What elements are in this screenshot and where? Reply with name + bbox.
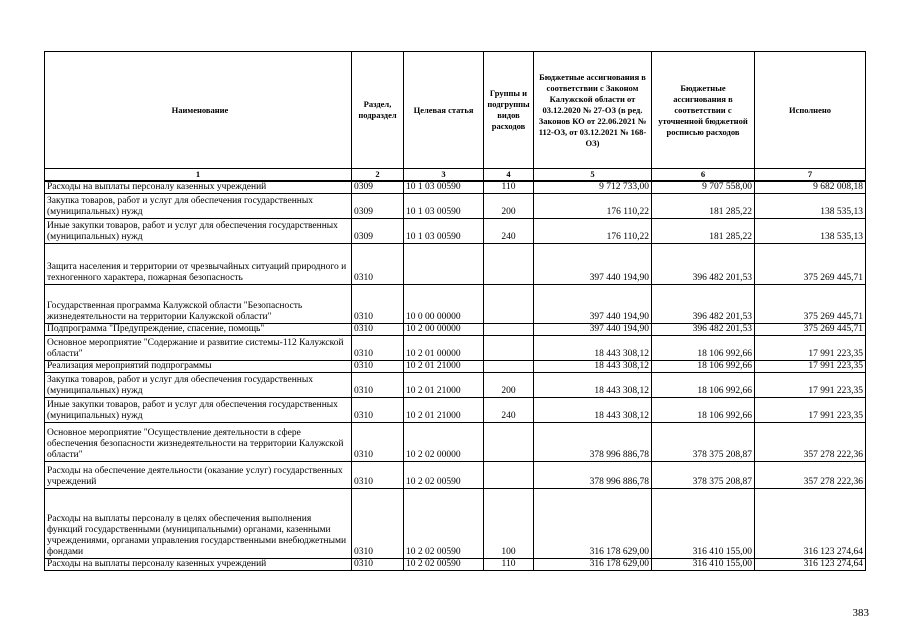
column-number: 5 <box>534 169 652 182</box>
row-celevaya: 10 1 03 00590 <box>404 219 484 244</box>
column-number: 3 <box>404 169 484 182</box>
row-budget-law: 397 440 194,90 <box>534 285 652 324</box>
row-executed: 17 991 223,35 <box>755 373 866 398</box>
row-budget-law: 316 178 629,00 <box>534 489 652 559</box>
row-budget-roster: 181 285,22 <box>652 219 755 244</box>
row-razdel: 0310 <box>352 361 404 373</box>
header-razdel: Раздел, подраздел <box>352 52 404 169</box>
row-executed: 316 123 274,64 <box>755 559 866 571</box>
row-executed: 375 269 445,71 <box>755 244 866 285</box>
page-number: 383 <box>852 607 869 619</box>
row-name: Основное мероприятие "Осуществление деятельности в сфере обеспечения безопасности жизнедеятельности на территории Калужской области" <box>45 423 352 462</box>
row-budget-roster: 396 482 201,53 <box>652 244 755 285</box>
row-budget-law: 397 440 194,90 <box>534 244 652 285</box>
column-number: 6 <box>652 169 755 182</box>
row-name: Защита населения и территории от чрезвычайных ситуаций природного и техногенного характера, пожарная безопасность <box>45 244 352 285</box>
row-budget-roster: 18 106 992,66 <box>652 361 755 373</box>
row-executed: 375 269 445,71 <box>755 285 866 324</box>
row-budget-roster: 9 707 558,00 <box>652 181 755 194</box>
header-executed: Исполнено <box>755 52 866 169</box>
row-celevaya: 10 2 01 21000 <box>404 361 484 373</box>
row-razdel: 0309 <box>352 194 404 219</box>
row-budget-law: 378 996 886,78 <box>534 423 652 462</box>
row-budget-law: 18 443 308,12 <box>534 361 652 373</box>
table-row <box>45 336 866 361</box>
row-razdel: 0310 <box>352 559 404 571</box>
table-row <box>45 181 866 194</box>
row-razdel: 0310 <box>352 489 404 559</box>
row-executed: 357 278 222,36 <box>755 423 866 462</box>
column-number: 4 <box>484 169 534 182</box>
row-razdel: 0310 <box>352 398 404 423</box>
row-budget-roster: 396 482 201,53 <box>652 324 755 336</box>
table-row <box>45 462 866 489</box>
budget-table <box>44 51 866 571</box>
row-budget-law: 9 712 733,00 <box>534 181 652 194</box>
header-row <box>45 52 866 169</box>
row-celevaya: 10 2 02 00000 <box>404 423 484 462</box>
row-vid: 240 <box>484 219 534 244</box>
row-executed: 138 535,13 <box>755 219 866 244</box>
row-name: Реализация мероприятий подпрограммы <box>45 361 352 373</box>
row-celevaya: 10 2 02 00590 <box>404 559 484 571</box>
row-vid <box>484 423 534 462</box>
row-vid <box>484 324 534 336</box>
row-name: Расходы на выплаты персоналу казенных учреждений <box>45 181 352 194</box>
row-vid: 200 <box>484 194 534 219</box>
column-number: 2 <box>352 169 404 182</box>
row-razdel: 0310 <box>352 285 404 324</box>
header-celevaya: Целевая статья <box>404 52 484 169</box>
row-vid <box>484 244 534 285</box>
row-name: Расходы на выплаты персоналу в целях обеспечения выполнения функций государственными (муниципальными) органами, казенными учреждениями, органами управления государственными внебюджетными фондами <box>45 489 352 559</box>
row-budget-roster: 396 482 201,53 <box>652 285 755 324</box>
row-celevaya: 10 2 02 00590 <box>404 462 484 489</box>
row-budget-roster: 18 106 992,66 <box>652 398 755 423</box>
row-budget-law: 316 178 629,00 <box>534 559 652 571</box>
row-name: Иные закупки товаров, работ и услуг для обеспечения государственных (муниципальных) нужд <box>45 398 352 423</box>
row-razdel: 0309 <box>352 181 404 194</box>
row-vid: 240 <box>484 398 534 423</box>
row-executed: 9 682 008,18 <box>755 181 866 194</box>
row-budget-law: 176 110,22 <box>534 219 652 244</box>
row-budget-roster: 181 285,22 <box>652 194 755 219</box>
row-budget-law: 397 440 194,90 <box>534 324 652 336</box>
row-razdel: 0310 <box>352 336 404 361</box>
row-executed: 17 991 223,35 <box>755 361 866 373</box>
row-celevaya: 10 1 03 00590 <box>404 181 484 194</box>
row-razdel: 0310 <box>352 244 404 285</box>
table-row <box>45 489 866 559</box>
row-budget-roster: 316 410 155,00 <box>652 489 755 559</box>
row-razdel: 0310 <box>352 462 404 489</box>
table-row <box>45 285 866 324</box>
table-row <box>45 244 866 285</box>
row-budget-roster: 378 375 208,87 <box>652 462 755 489</box>
row-name: Подпрограмма "Предупреждение, спасение, помощь" <box>45 324 352 336</box>
row-celevaya <box>404 244 484 285</box>
table-row <box>45 194 866 219</box>
row-budget-roster: 378 375 208,87 <box>652 423 755 462</box>
row-vid <box>484 361 534 373</box>
row-celevaya: 10 0 00 00000 <box>404 285 484 324</box>
table-row <box>45 373 866 398</box>
row-budget-law: 18 443 308,12 <box>534 373 652 398</box>
row-vid: 110 <box>484 181 534 194</box>
row-budget-roster: 316 410 155,00 <box>652 559 755 571</box>
table-row <box>45 219 866 244</box>
row-celevaya: 10 2 02 00590 <box>404 489 484 559</box>
row-razdel: 0310 <box>352 324 404 336</box>
row-celevaya: 10 2 01 21000 <box>404 373 484 398</box>
column-number: 7 <box>755 169 866 182</box>
table-row <box>45 423 866 462</box>
table-row <box>45 361 866 373</box>
row-vid: 110 <box>484 559 534 571</box>
row-budget-law: 378 996 886,78 <box>534 462 652 489</box>
row-executed: 17 991 223,35 <box>755 398 866 423</box>
row-celevaya: 10 2 01 21000 <box>404 398 484 423</box>
row-executed: 357 278 222,36 <box>755 462 866 489</box>
header-vid: Группы и подгруппы видов расходов <box>484 52 534 169</box>
row-vid <box>484 285 534 324</box>
row-vid <box>484 462 534 489</box>
row-executed: 17 991 223,35 <box>755 336 866 361</box>
header-budget-law: Бюджетные ассигнования в соответствии с Законом Калужской области от 03.12.2020 № 27-ОЗ (в ред. Законов КО от 22.06.2021 № 112-ОЗ, от 03.12.2021 № 168-ОЗ) <box>534 52 652 169</box>
row-name: Закупка товаров, работ и услуг для обеспечения государственных (муниципальных) нужд <box>45 373 352 398</box>
row-executed: 375 269 445,71 <box>755 324 866 336</box>
header-name: Наименование <box>45 52 352 169</box>
table-row <box>45 324 866 336</box>
row-celevaya: 10 2 01 00000 <box>404 336 484 361</box>
row-executed: 316 123 274,64 <box>755 489 866 559</box>
row-celevaya: 10 1 03 00590 <box>404 194 484 219</box>
row-name: Основное мероприятие "Содержание и развитие системы-112 Калужской области" <box>45 336 352 361</box>
row-vid: 100 <box>484 489 534 559</box>
row-executed: 138 535,13 <box>755 194 866 219</box>
row-celevaya: 10 2 00 00000 <box>404 324 484 336</box>
row-budget-roster: 18 106 992,66 <box>652 336 755 361</box>
row-budget-law: 18 443 308,12 <box>534 398 652 423</box>
row-vid <box>484 336 534 361</box>
row-name: Расходы на выплаты персоналу казенных учреждений <box>45 559 352 571</box>
row-budget-law: 176 110,22 <box>534 194 652 219</box>
table-row <box>45 398 866 423</box>
header-budget-roster: Бюджетные ассигнования в соответствии с уточненной бюджетной росписью расходов <box>652 52 755 169</box>
row-name: Расходы на обеспечение деятельности (оказание услуг) государственных учреждений <box>45 462 352 489</box>
row-budget-roster: 18 106 992,66 <box>652 373 755 398</box>
row-razdel: 0310 <box>352 373 404 398</box>
table-row <box>45 559 866 571</box>
row-name: Иные закупки товаров, работ и услуг для обеспечения государственных (муниципальных) нужд <box>45 219 352 244</box>
column-number-row <box>45 169 866 182</box>
row-budget-law: 18 443 308,12 <box>534 336 652 361</box>
row-razdel: 0309 <box>352 219 404 244</box>
row-name: Закупка товаров, работ и услуг для обеспечения государственных (муниципальных) нужд <box>45 194 352 219</box>
column-number: 1 <box>45 169 352 182</box>
row-razdel: 0310 <box>352 423 404 462</box>
row-name: Государственная программа Калужской области "Безопасность жизнедеятельности на территории Калужской области" <box>45 285 352 324</box>
row-vid: 200 <box>484 373 534 398</box>
